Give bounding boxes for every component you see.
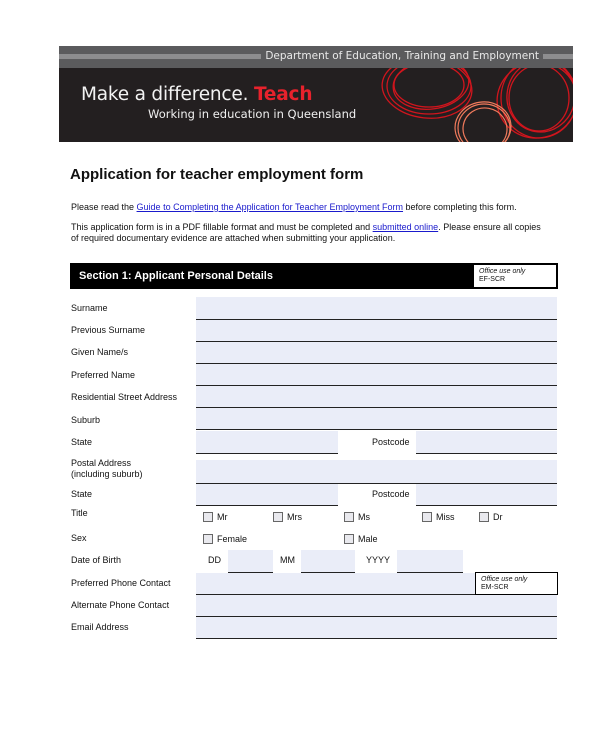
- intro-paragraph-1: [71, 202, 561, 213]
- label-mm: MM: [280, 555, 295, 565]
- title-ms-checkbox[interactable]: [344, 512, 370, 522]
- state-field[interactable]: [196, 431, 338, 454]
- title-mr-checkbox[interactable]: [203, 512, 228, 522]
- given-names-field[interactable]: [196, 342, 557, 364]
- text: (including suburb): [71, 469, 143, 479]
- label-postal-postcode: Postcode: [372, 489, 410, 499]
- option-label: Dr: [493, 512, 503, 522]
- submitted-online-link[interactable]: submitted online: [372, 222, 439, 232]
- label-previous-surname: Previous Surname: [71, 325, 146, 335]
- checkbox-icon[interactable]: [273, 512, 283, 522]
- label-yyyy: YYYY: [366, 555, 391, 565]
- email-field[interactable]: [196, 617, 557, 639]
- label-alternate-phone: Alternate Phone Contact: [71, 600, 170, 610]
- intro-paragraph-2: [71, 222, 546, 244]
- option-label: Mr: [217, 512, 228, 522]
- alternate-phone-field[interactable]: [196, 595, 557, 617]
- label-postal-state: State: [71, 489, 93, 499]
- checkbox-icon[interactable]: [422, 512, 432, 522]
- residential-address-field[interactable]: [196, 386, 557, 408]
- banner-top-strip: [59, 46, 573, 68]
- text: This application form is in a PDF fillable format and must be completed and: [71, 222, 373, 232]
- preferred-name-field[interactable]: [196, 364, 557, 386]
- guide-link[interactable]: Guide to Completing the Application for Teacher Employment Form: [136, 202, 404, 212]
- label-postcode: Postcode: [372, 437, 410, 447]
- header-banner: [59, 46, 573, 142]
- previous-surname-field[interactable]: [196, 320, 557, 342]
- text: Postal Address: [71, 458, 132, 468]
- tagline-main: Make a difference.: [81, 84, 249, 105]
- option-label: Female: [217, 534, 248, 544]
- office-use-label: Office use only: [479, 268, 526, 275]
- suburb-field[interactable]: [196, 408, 557, 430]
- title-dr-checkbox[interactable]: [479, 512, 503, 522]
- label-sex: Sex: [71, 533, 87, 543]
- dob-month-field[interactable]: [301, 550, 355, 573]
- label-residential-address: Residential Street Address: [71, 392, 178, 402]
- office-use-code: EF-SCR: [479, 276, 506, 283]
- section-title: Section 1: Applicant Personal Details: [79, 270, 273, 282]
- label-email: Email Address: [71, 622, 129, 632]
- dob-year-field[interactable]: [397, 550, 463, 573]
- tagline-accent: Teach: [253, 84, 313, 105]
- department-name: Department of Education, Training and Employment: [261, 50, 543, 62]
- dob-day-field[interactable]: [228, 550, 273, 573]
- office-use-box-ef-scr: [473, 264, 557, 288]
- sex-female-checkbox[interactable]: [203, 534, 247, 544]
- label-dob: Date of Birth: [71, 555, 122, 565]
- text: before completing this form.: [403, 202, 517, 212]
- title-miss-checkbox[interactable]: [422, 512, 455, 522]
- option-label: Male: [358, 534, 378, 544]
- option-label: Ms: [358, 512, 370, 522]
- banner-stripe: [543, 54, 573, 59]
- postcode-field[interactable]: [416, 431, 557, 454]
- label-preferred-name: Preferred Name: [71, 370, 136, 380]
- label-suburb: Suburb: [71, 415, 101, 425]
- checkbox-icon[interactable]: [344, 512, 354, 522]
- tagline: [81, 84, 312, 105]
- checkbox-icon[interactable]: [203, 534, 213, 544]
- checkbox-icon[interactable]: [479, 512, 489, 522]
- text: . Please ensure all copies of required documentary evidence are attached when submitting your application.: [71, 222, 541, 243]
- office-use-code: EM-SCR: [481, 584, 509, 591]
- option-label: Mrs: [287, 512, 302, 522]
- postal-state-field[interactable]: [196, 484, 338, 506]
- postal-postcode-field[interactable]: [416, 484, 557, 506]
- postal-address-field[interactable]: [196, 460, 557, 484]
- scribble-circles-icon: [379, 68, 573, 142]
- office-use-box-em-scr: [475, 572, 558, 595]
- checkbox-icon[interactable]: [203, 512, 213, 522]
- label-postal-address: [71, 458, 143, 480]
- label-given-names: Given Name/s: [71, 347, 129, 357]
- preferred-phone-field[interactable]: [196, 573, 476, 595]
- label-state: State: [71, 437, 93, 447]
- label-preferred-phone: Preferred Phone Contact: [71, 578, 171, 588]
- office-use-label: Office use only: [481, 576, 528, 583]
- checkbox-icon[interactable]: [344, 534, 354, 544]
- label-surname: Surname: [71, 303, 108, 313]
- label-dd: DD: [208, 555, 221, 565]
- surname-field[interactable]: [196, 297, 557, 320]
- title-mrs-checkbox[interactable]: [273, 512, 302, 522]
- option-label: Miss: [436, 512, 455, 522]
- page-title: Application for teacher employment form: [70, 166, 364, 183]
- label-title: Title: [71, 508, 88, 518]
- sex-male-checkbox[interactable]: [344, 534, 378, 544]
- text: Please read the: [71, 202, 137, 212]
- tagline-subline: Working in education in Queensland: [148, 107, 357, 121]
